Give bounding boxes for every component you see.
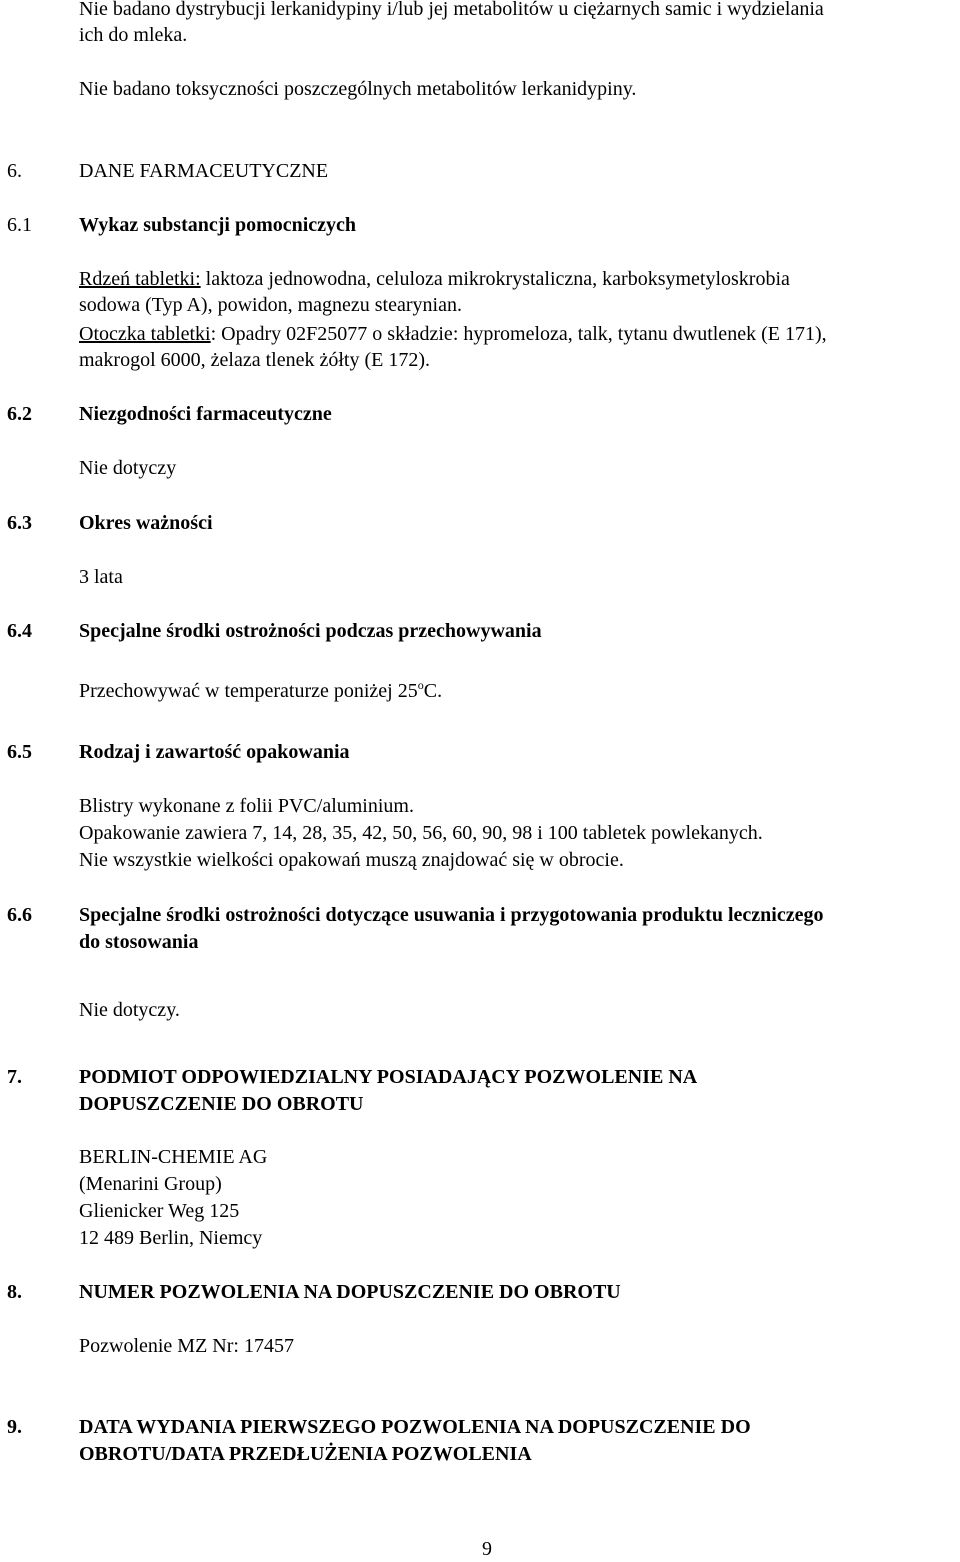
core-label: Rdzeń tabletki: (79, 268, 201, 290)
section-8-title: NUMER POZWOLENIA NA DOPUSZCZENIE DO OBROTU (79, 1281, 621, 1303)
coat-label: Otoczka tabletki (79, 323, 211, 345)
section-6-2-number: 6.2 (7, 403, 32, 425)
intro-line-3: Nie badano toksyczności poszczególnych metabolitów lerkanidypiny. (79, 78, 637, 100)
section-6-5-line-3: Nie wszystkie wielkości opakowań muszą znajdować się w obrocie. (79, 849, 624, 871)
coat-text: : Opadry 02F25077 o składzie: hypromeloza, talk, tytanu dwutlenek (E 171), (210, 323, 827, 345)
section-6-6-number: 6.6 (7, 904, 32, 926)
section-9-title-line-2: OBROTU/DATA PRZEDŁUŻENIA POZWOLENIA (79, 1443, 532, 1465)
section-6-5-title: Rodzaj i zawartość opakowania (79, 741, 350, 763)
section-6-1-title: Wykaz substancji pomocniczych (79, 214, 357, 236)
section-6-4-number: 6.4 (7, 620, 32, 642)
section-8-text: Pozwolenie MZ Nr: 17457 (79, 1335, 294, 1357)
section-6-4-text (79, 672, 442, 704)
section-6-5-number: 6.5 (7, 741, 32, 763)
address-line-1: BERLIN-CHEMIE AG (79, 1146, 268, 1168)
coat-line-2: makrogol 6000, żelaza tlenek żółty (E 172). (79, 349, 430, 371)
coat-line-1 (79, 321, 827, 347)
section-6-5-line-2: Opakowanie zawiera 7, 14, 28, 35, 42, 50, 56, 60, 90, 98 i 100 tabletek powlekanych. (79, 822, 763, 844)
section-9-title-line-1: DATA WYDANIA PIERWSZEGO POZWOLENIA NA DOPUSZCZENIE DO (79, 1416, 751, 1438)
storage-unit: C. (423, 680, 443, 702)
core-line-2: sodowa (Typ A), powidon, magnezu stearynian. (79, 294, 462, 316)
address-line-3: Glienicker Weg 125 (79, 1200, 240, 1222)
page-number: 9 (482, 1538, 492, 1560)
section-6-3-number: 6.3 (7, 512, 32, 534)
core-text: laktoza jednowodna, celuloza mikrokrystaliczna, karboksymetyloskrobia (200, 268, 790, 290)
section-7-title-line-1: PODMIOT ODPOWIEDZIALNY POSIADAJĄCY POZWOLENIE NA (79, 1066, 698, 1088)
address-line-2: (Menarini Group) (79, 1173, 222, 1195)
section-7-number: 7. (7, 1066, 22, 1088)
section-6-5-line-1: Blistry wykonane z folii PVC/aluminium. (79, 795, 414, 817)
section-6-title: DANE FARMACEUTYCZNE (79, 160, 329, 182)
intro-line-1: Nie badano dystrybucji lerkanidypiny i/lub jej metabolitów u ciężarnych samic i wydzielania (79, 0, 824, 20)
section-6-number: 6. (7, 160, 22, 182)
section-6-4-title: Specjalne środki ostrożności podczas przechowywania (79, 620, 542, 642)
degree-sup: o (417, 678, 424, 692)
section-6-1-number: 6.1 (7, 214, 32, 236)
address-line-4: 12 489 Berlin, Niemcy (79, 1227, 263, 1249)
section-8-number: 8. (7, 1281, 22, 1303)
section-6-6-title-line-1: Specjalne środki ostrożności dotyczące usuwania i przygotowania produktu leczniczego (79, 904, 824, 926)
section-6-3-title: Okres ważności (79, 512, 213, 534)
section-6-2-text: Nie dotyczy (79, 457, 177, 479)
core-line-1 (79, 266, 790, 292)
intro-line-2: ich do mleka. (79, 24, 188, 46)
section-6-6-text: Nie dotyczy. (79, 999, 180, 1021)
section-6-3-text: 3 lata (79, 566, 123, 588)
section-7-title-line-2: DOPUSZCZENIE DO OBROTU (79, 1093, 364, 1115)
section-6-6-title-line-2: do stosowania (79, 931, 199, 953)
section-6-2-title: Niezgodności farmaceutyczne (79, 403, 332, 425)
storage-text: Przechowywać w temperaturze poniżej 25 (79, 680, 418, 702)
section-9-number: 9. (7, 1416, 22, 1438)
